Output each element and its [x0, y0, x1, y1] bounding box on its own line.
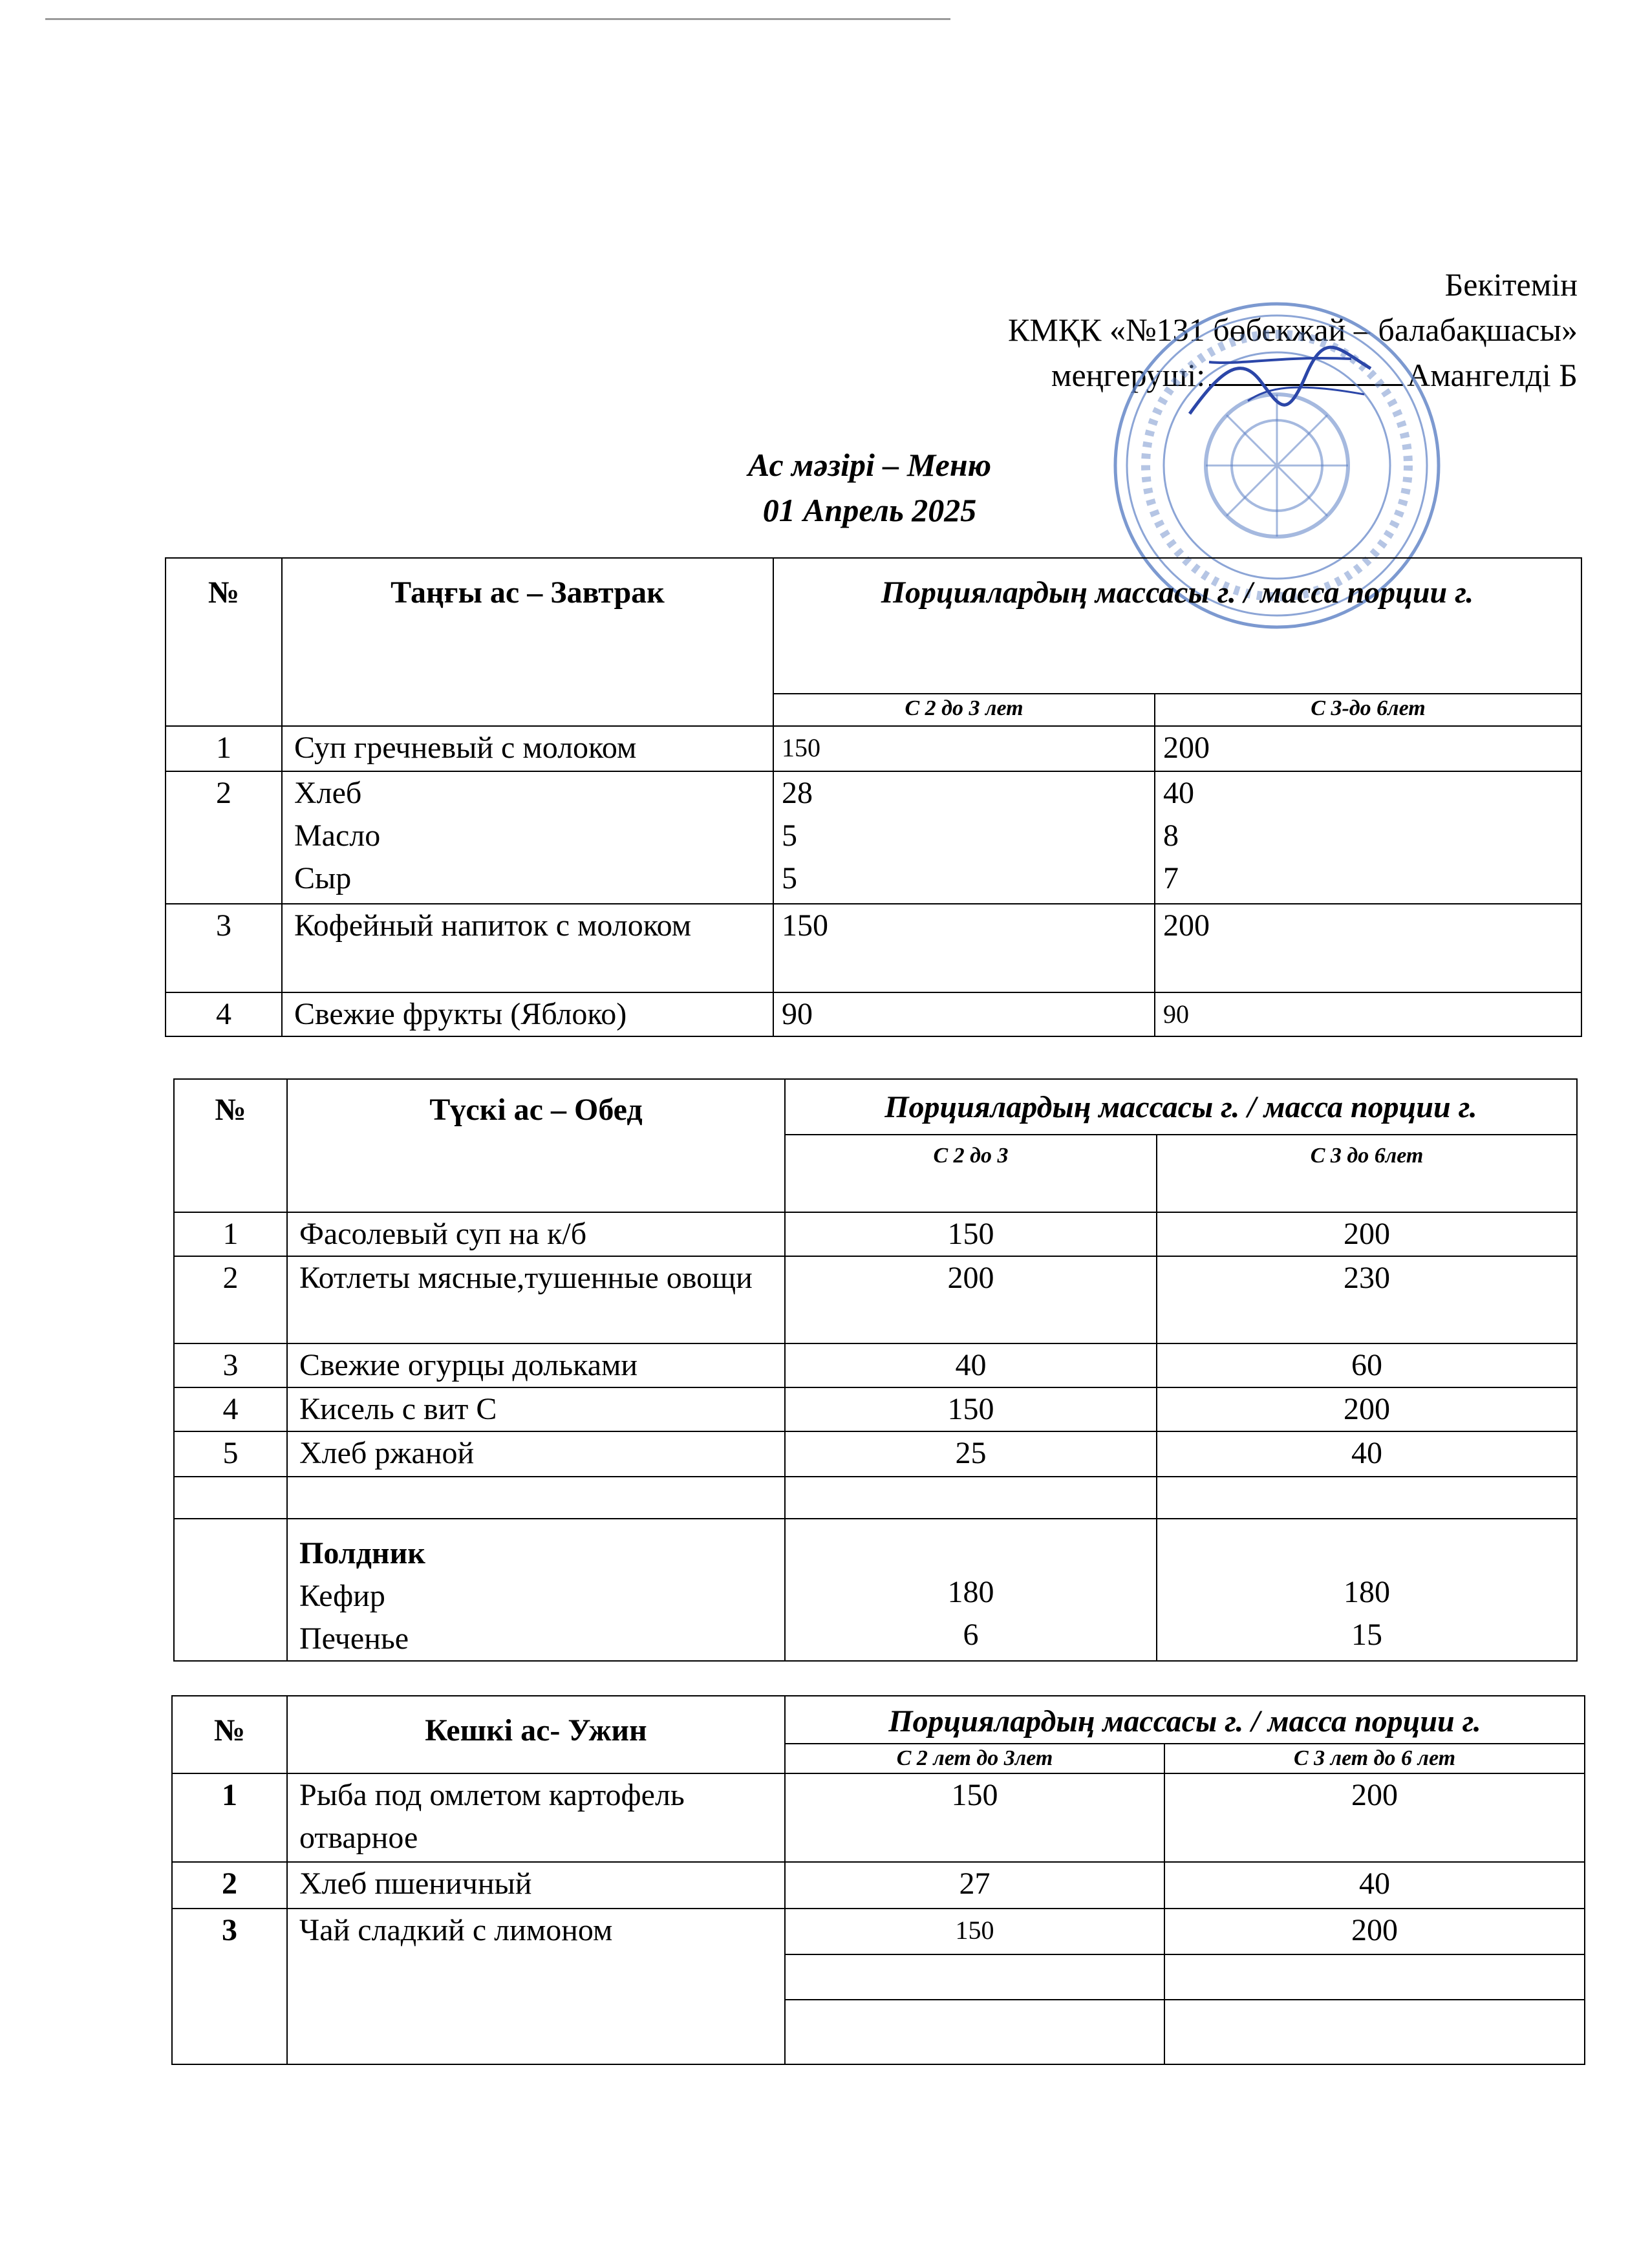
portion-value: 90: [1155, 992, 1581, 1036]
empty-cell: [785, 2000, 1164, 2064]
empty-cell: [1164, 2000, 1585, 2064]
portion-value: 40: [1164, 1862, 1585, 1909]
portion-value: 8: [1163, 818, 1179, 853]
empty-row: [174, 1477, 1577, 1519]
snack-cell: [287, 1519, 785, 1661]
dish-name: Фасолевый суп на к/б: [287, 1212, 785, 1256]
empty-cell: [1164, 1954, 1585, 2000]
dish-name: Чай сладкий с лимоном: [287, 1909, 785, 2064]
row-number: 3: [172, 1909, 287, 2064]
table-row: [174, 1387, 1577, 1431]
lunch-table: [173, 1078, 1578, 1662]
breakfast-num-header: №: [166, 558, 282, 726]
breakfast-age-1: С 2 до 3 лет: [773, 694, 1155, 726]
row-number: 1: [166, 726, 282, 771]
approval-line-2: КМҚК «№131 бөбекжай – балабақшасы»: [1007, 312, 1578, 348]
portion-value: 40: [1163, 776, 1194, 810]
scan-top-rule: [45, 18, 950, 20]
lunch-meal-header: Түскі ас – Обед: [287, 1079, 785, 1212]
table-row: [174, 1431, 1577, 1477]
dish-name: Масло: [294, 818, 381, 853]
lunch-portion-header: Порциялардың массасы г. / масса порции г.: [785, 1079, 1577, 1135]
dinner-age-1: С 2 лет до 3лет: [785, 1744, 1164, 1773]
approval-line-1: Бекітемін: [1444, 266, 1578, 303]
breakfast-meal-header: Таңғы ас – Завтрак: [282, 558, 773, 726]
table-row: [172, 1909, 1585, 1954]
row-number: 4: [166, 992, 282, 1036]
breakfast-header-row: [166, 558, 1581, 694]
portion-value: 27: [785, 1862, 1164, 1909]
dish-name: Хлеб ржаной: [287, 1431, 785, 1477]
row-number: 3: [166, 904, 282, 992]
dish-name: Хлеб: [294, 776, 362, 810]
dinner-age-2: С 3 лет до 6 лет: [1164, 1744, 1585, 1773]
table-row: [172, 1773, 1585, 1862]
lunch-header-row: [174, 1079, 1577, 1135]
portion-value: 60: [1157, 1343, 1577, 1387]
table-row: [172, 1862, 1585, 1909]
dish-name: Кисель с вит С: [287, 1387, 785, 1431]
portion-value: 200: [1157, 1212, 1577, 1256]
table-row: [166, 726, 1581, 771]
portion-value: 180: [1344, 1575, 1390, 1609]
portion-value: 200: [1155, 726, 1581, 771]
table-row: [166, 904, 1581, 992]
dinner-portion-header: Порциялардың массасы г. / масса порции г.: [785, 1696, 1585, 1744]
row-number: 5: [174, 1431, 287, 1477]
portion-value: 40: [1157, 1431, 1577, 1477]
portion-value: 5: [782, 818, 797, 853]
row-number: 1: [172, 1773, 287, 1862]
row-number: 4: [174, 1387, 287, 1431]
breakfast-table: [165, 557, 1582, 1037]
lunch-age-1: С 2 до 3: [785, 1135, 1157, 1212]
empty-cell: [785, 1954, 1164, 2000]
portion-values: [773, 771, 1155, 904]
snack-title: Полдник: [299, 1536, 425, 1570]
lunch-num-header: №: [174, 1079, 287, 1212]
dinner-table: [171, 1695, 1585, 2065]
empty-cell: [785, 1477, 1157, 1519]
portion-values: [1155, 771, 1581, 904]
portion-value: 200: [1155, 904, 1581, 992]
snack-row: [174, 1519, 1577, 1661]
dinner-header-row: [172, 1696, 1585, 1744]
dish-name: Кефир: [299, 1579, 385, 1613]
portion-value: 7: [1163, 861, 1179, 895]
portion-value: 150: [785, 1773, 1164, 1862]
lunch-age-2: С 3 до 6лет: [1157, 1135, 1577, 1212]
row-number: 2: [172, 1862, 287, 1909]
portion-value: 200: [1164, 1773, 1585, 1862]
dish-name: Котлеты мясные,тушенные овощи: [287, 1256, 785, 1343]
table-row: [174, 1212, 1577, 1256]
breakfast-age-2: С 3-до 6лет: [1155, 694, 1581, 726]
empty-cell: [174, 1519, 287, 1661]
dish-name: Свежие огурцы дольками: [287, 1343, 785, 1387]
dinner-num-header: №: [172, 1696, 287, 1773]
portion-value: 200: [1164, 1909, 1585, 1954]
table-row: [174, 1343, 1577, 1387]
dish-name: Рыба под омлетом картофель отварное: [287, 1773, 785, 1862]
portion-values: [1157, 1519, 1577, 1661]
empty-cell: [1157, 1477, 1577, 1519]
signature-icon: [1183, 343, 1377, 433]
portion-value: 90: [773, 992, 1155, 1036]
table-row: [166, 992, 1581, 1036]
portion-value: 28: [782, 776, 813, 810]
table-row: [174, 1256, 1577, 1343]
dinner-meal-header: Кешкі ас- Ужин: [287, 1696, 785, 1773]
row-number: 2: [174, 1256, 287, 1343]
empty-cell: [287, 1477, 785, 1519]
dish-name-list: [282, 771, 773, 904]
dish-name: Свежие фрукты (Яблоко): [282, 992, 773, 1036]
table-row: [166, 771, 1581, 904]
row-number: 1: [174, 1212, 287, 1256]
breakfast-portion-header: Порциялардың массасы г. / масса порции г.: [773, 558, 1581, 694]
portion-value: 150: [773, 904, 1155, 992]
portion-value: 180: [947, 1575, 994, 1609]
portion-value: 150: [785, 1909, 1164, 1954]
portion-value: 150: [785, 1387, 1157, 1431]
portion-value: 230: [1157, 1256, 1577, 1343]
portion-value: 200: [1157, 1387, 1577, 1431]
dish-name: Кофейный напиток с молоком: [282, 904, 773, 992]
dish-name: Суп гречневый с молоком: [282, 726, 773, 771]
menu-title: Ас мәзірі – Меню: [747, 447, 992, 483]
portion-values: [785, 1519, 1157, 1661]
portion-value: 40: [785, 1343, 1157, 1387]
portion-value: 25: [785, 1431, 1157, 1477]
portion-value: 5: [782, 861, 797, 895]
portion-value: 6: [963, 1618, 979, 1652]
portion-value: 150: [773, 726, 1155, 771]
row-number: 3: [174, 1343, 287, 1387]
portion-value: 200: [785, 1256, 1157, 1343]
portion-value: 150: [785, 1212, 1157, 1256]
dish-name: Сыр: [294, 861, 352, 895]
dish-name: Печенье: [299, 1621, 409, 1656]
row-number: 2: [166, 771, 282, 904]
manager-name: Амангелді Б: [1407, 357, 1578, 393]
dish-name: Хлеб пшеничный: [287, 1862, 785, 1909]
menu-date: 01 Апрель 2025: [762, 492, 977, 528]
portion-value: 15: [1351, 1618, 1382, 1652]
manager-label: меңгеруші:: [1051, 357, 1206, 393]
empty-cell: [174, 1477, 287, 1519]
